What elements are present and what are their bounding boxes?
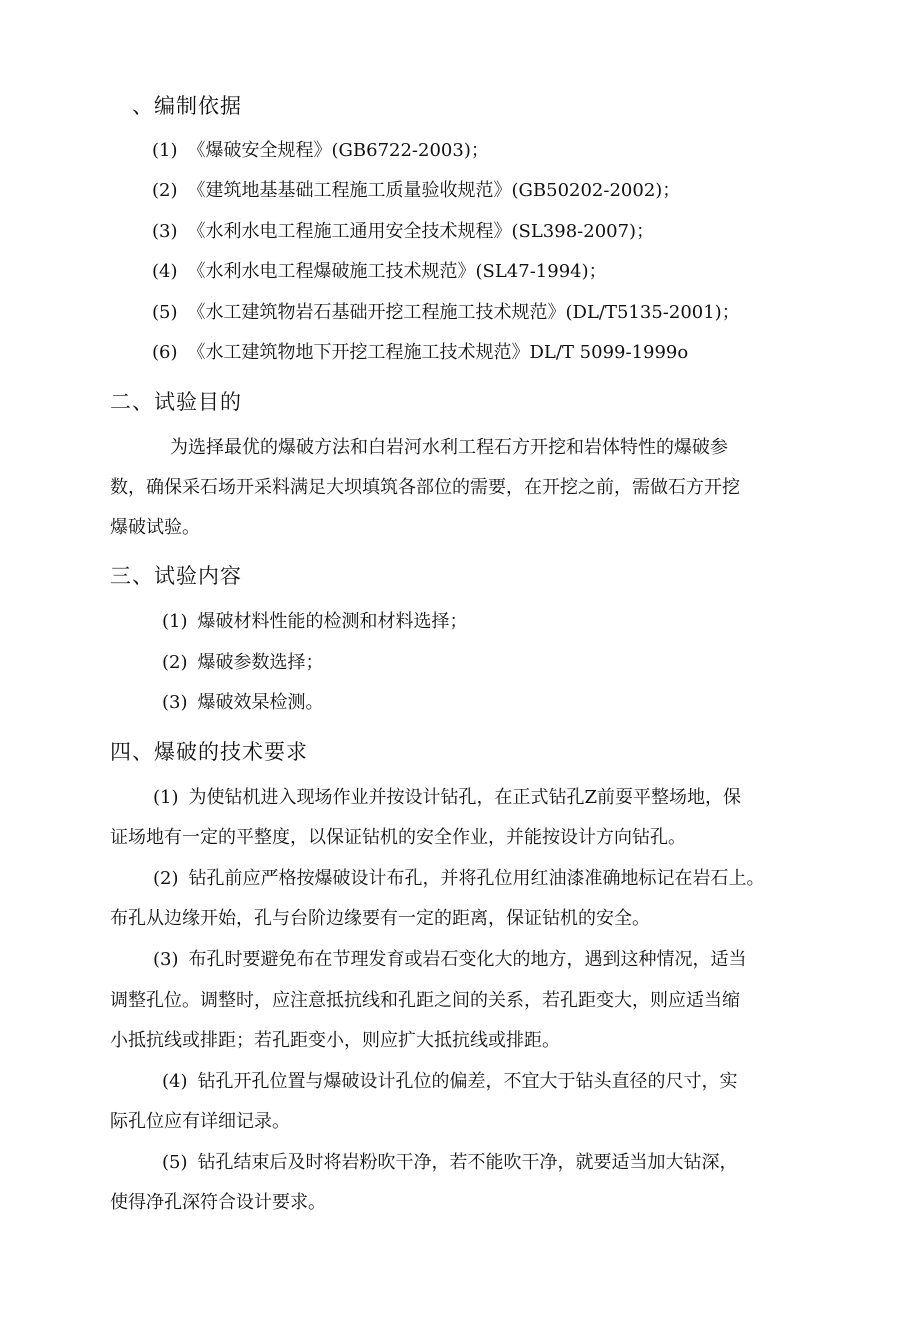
list-item-number: (6) [152,342,178,363]
paragraph-line: 调整孔位。调整时，应注意抵抗线和孔距之间的关系，若孔距变大，则应适当缩 [110,990,740,1011]
paragraph-line [162,1154,738,1172]
paragraph-number: (3) [153,949,179,970]
list-item [162,654,324,672]
list-item-number: (2) [152,180,178,201]
paragraph-number: (5) [162,1152,188,1173]
list-item [162,613,468,631]
section-heading-basis: 、编制依据 [132,94,242,118]
paragraph-line: 数，确保采石场开采料满足大坝填筑各部位的需要，在开挖之前，需做石方开挖 [110,477,740,498]
list-item-text: 爆破材料性能的检测和材料选择； [197,611,468,632]
list-item-number: (2) [162,652,188,673]
paragraph-text: 为使钻机进入现场作业并按设计钻孔，在正式钻孔Z前耍平整场地，保 [188,787,742,808]
list-item-number: (1) [152,140,178,161]
list-item [152,263,607,281]
list-item-text: 《水工建筑物岩石基础开挖工程施工技术规范》(DL/T5135-2001)； [187,302,740,323]
paragraph-text: 布孔时要避免布在节理发育或岩石变化大的地方，遇到这种情况，适当 [188,949,747,970]
list-item [152,223,654,241]
paragraph-line: 为选择最优的爆破方法和白岩河水利工程石方开挖和岩体特性的爆破参 [170,437,728,458]
paragraph-line [153,789,741,807]
list-item-text: 《水利水电工程施工通用安全技术规程》(SL398-2007)； [187,221,655,242]
paragraph-text: 钻孔前应严格按爆破设计布孔，并将孔位用红油漆准确地标记在岩石上。 [188,868,765,889]
list-item [152,344,688,362]
list-item-number: (1) [162,611,188,632]
list-item-number: (5) [152,302,178,323]
list-item-text: 《水利水电工程爆破施工技术规范》(SL47-1994)； [187,261,607,282]
paragraph-line: 小抵抗线或排距；若孔距变小，则应扩大抵抗线或排距。 [110,1030,560,1051]
paragraph-text: 钻孔结束后及时将岩粉吹干净，若不能吹干净，就要适当加大钻深， [197,1152,738,1173]
paragraph-text: 钻孔开孔位置与爆破设计孔位的偏差，不宜大于钻头直径的尺寸，实 [197,1071,738,1092]
list-item-number: (3) [162,692,188,713]
list-item [152,142,489,160]
paragraph-number: (4) [162,1071,188,1092]
list-item-number: (3) [152,221,178,242]
list-item [152,304,740,322]
list-item [162,694,324,712]
paragraph-line: 布孔从边缘开始，孔与台阶边缘要有一定的距离，保证钻机的安全。 [110,908,650,929]
list-item-text: 爆破参数选择； [197,652,324,673]
paragraph-line: 爆破试验。 [110,517,200,538]
list-item-number: (4) [152,261,178,282]
paragraph-line [153,951,747,969]
paragraph-number: (2) [153,868,179,889]
list-item-text: 《爆破安全规程》(GB6722-2003)； [187,140,489,161]
section-heading-requirements: 四、爆破的技术要求 [110,740,308,764]
list-item [152,182,680,200]
paragraph-line: 证场地有一定的平整度，以保证钻机的安全作业，并能按设计方向钻孔。 [110,827,686,848]
paragraph-line [153,870,765,888]
paragraph-line [162,1073,738,1091]
section-heading-purpose: 二、试验目的 [110,390,242,414]
section-heading-content: 三、试验内容 [110,564,242,588]
paragraph-number: (1) [153,787,179,808]
list-item-text: 爆破效杲检测。 [197,692,324,713]
paragraph-line: 使得净孔深符合设计要求。 [110,1192,326,1213]
list-item-text: 《建筑地基基础工程施工质量验收规范》(GB50202-2002)； [187,180,681,201]
list-item-text: 《水工建筑物地下开挖工程施工技术规范》DL/T 5099-1999o [187,342,689,363]
paragraph-line: 际孔位应有详细记录。 [110,1111,290,1132]
